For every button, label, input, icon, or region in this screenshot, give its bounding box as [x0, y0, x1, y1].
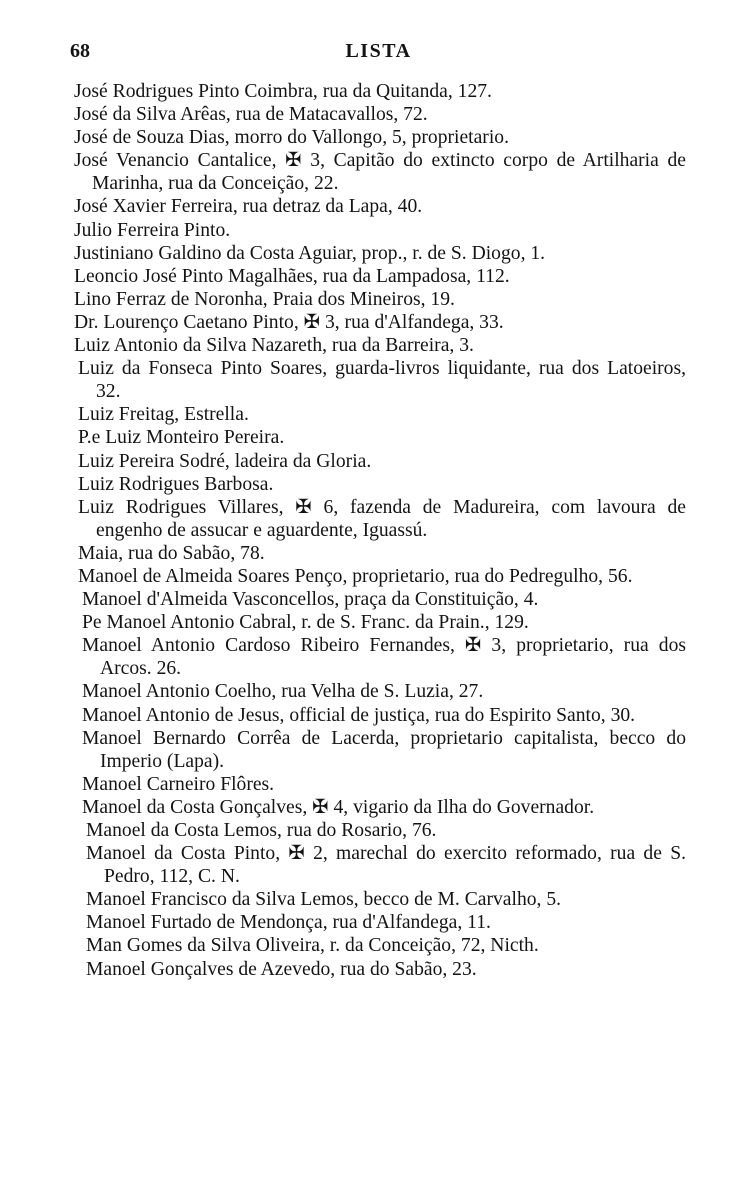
list-entry: Manoel Carneiro Flôres.	[82, 773, 275, 795]
list-entry: Manoel Francisco da Silva Lemos, becco de M. Carvalho, 5.	[86, 889, 562, 911]
list-entry: Manoel da Costa Lemos, rua do Rosario, 76.	[86, 820, 437, 841]
list-entry: José da Silva Arêas, rua de Matacavallos, 72.	[74, 104, 428, 126]
list-entry: José Xavier Ferreira, rua detraz da Lapa, 40.	[74, 196, 423, 218]
directory-list	[74, 80, 686, 981]
list-entry: Manoel Bernardo Corrêa de Lacerda, proprietario capitalista, becco do Imperio (Lapa).	[82, 727, 686, 772]
list-entry: José Venancio Cantalice, ✠ 3, Capitão do extincto corpo de Artilharia de Marinha, rua da Conceição, 22.	[74, 150, 686, 195]
list-entry: Julio Ferreira Pinto.	[74, 219, 231, 241]
list-entry: Luiz da Fonseca Pinto Soares, guarda-livros liquidante, rua dos Latoeiros, 32.	[78, 358, 686, 403]
list-entry: Dr. Lourenço Caetano Pinto, ✠ 3, rua d'Alfandega, 33.	[74, 311, 504, 333]
list-entry: Leoncio José Pinto Magalhães, rua da Lampadosa, 112.	[74, 265, 510, 287]
page-number: 68	[70, 40, 90, 62]
list-entry: Maia, rua do Sabão, 78.	[78, 542, 265, 564]
list-entry: José Rodrigues Pinto Coimbra, rua da Quitanda, 127.	[74, 81, 492, 102]
list-entry: Manoel de Almeida Soares Penço, proprietario, rua do Pedregulho, 56.	[78, 565, 633, 587]
list-entry: Luiz Rodrigues Barbosa.	[78, 473, 274, 495]
list-entry: Luiz Pereira Sodré, ladeira da Gloria.	[78, 450, 372, 472]
list-entry: Manoel Furtado de Mendonça, rua d'Alfandega, 11.	[86, 912, 491, 934]
list-entry: Man Gomes da Silva Oliveira, r. da Conceição, 72, Nicth.	[86, 935, 539, 957]
list-entry: Luiz Antonio da Silva Nazareth, rua da Barreira, 3.	[74, 335, 474, 357]
list-entry: Manoel Antonio de Jesus, official de justiça, rua do Espirito Santo, 30.	[82, 704, 636, 726]
list-entry: Manoel Antonio Coelho, rua Velha de S. Luzia, 27.	[82, 681, 484, 703]
list-entry: P.e Luiz Monteiro Pereira.	[78, 427, 285, 449]
list-entry: Lino Ferraz de Noronha, Praia dos Mineiros, 19.	[74, 288, 455, 310]
list-entry: Manoel da Costa Pinto, ✠ 2, marechal do exercito reformado, rua de S. Pedro, 112, C. N.	[86, 843, 686, 888]
list-entry: Manoel da Costa Gonçalves, ✠ 4, vigario da Ilha do Governador.	[82, 796, 595, 818]
page-header	[70, 40, 687, 68]
list-entry: Pe Manoel Antonio Cabral, r. de S. Franc. da Prain., 129.	[82, 612, 529, 634]
list-entry: Manoel Antonio Cardoso Ribeiro Fernandes, ✠ 3, proprietario, rua dos Arcos. 26.	[82, 635, 686, 680]
list-entry: Luiz Rodrigues Villares, ✠ 6, fazenda de Madureira, com lavoura de engenho de assucar e aguardente, Iguassú.	[78, 496, 686, 541]
running-head: LISTA	[345, 40, 412, 62]
list-entry: José de Souza Dias, morro do Vallongo, 5, proprietario.	[74, 127, 509, 149]
list-entry: Justiniano Galdino da Costa Aguiar, prop., r. de S. Diogo, 1.	[74, 242, 546, 264]
list-entry: Manoel d'Almeida Vasconcellos, praça da Constituição, 4.	[82, 589, 539, 611]
list-entry: Manoel Gonçalves de Azevedo, rua do Sabão, 23.	[86, 958, 477, 980]
list-entry: Luiz Freitag, Estrella.	[78, 404, 249, 426]
